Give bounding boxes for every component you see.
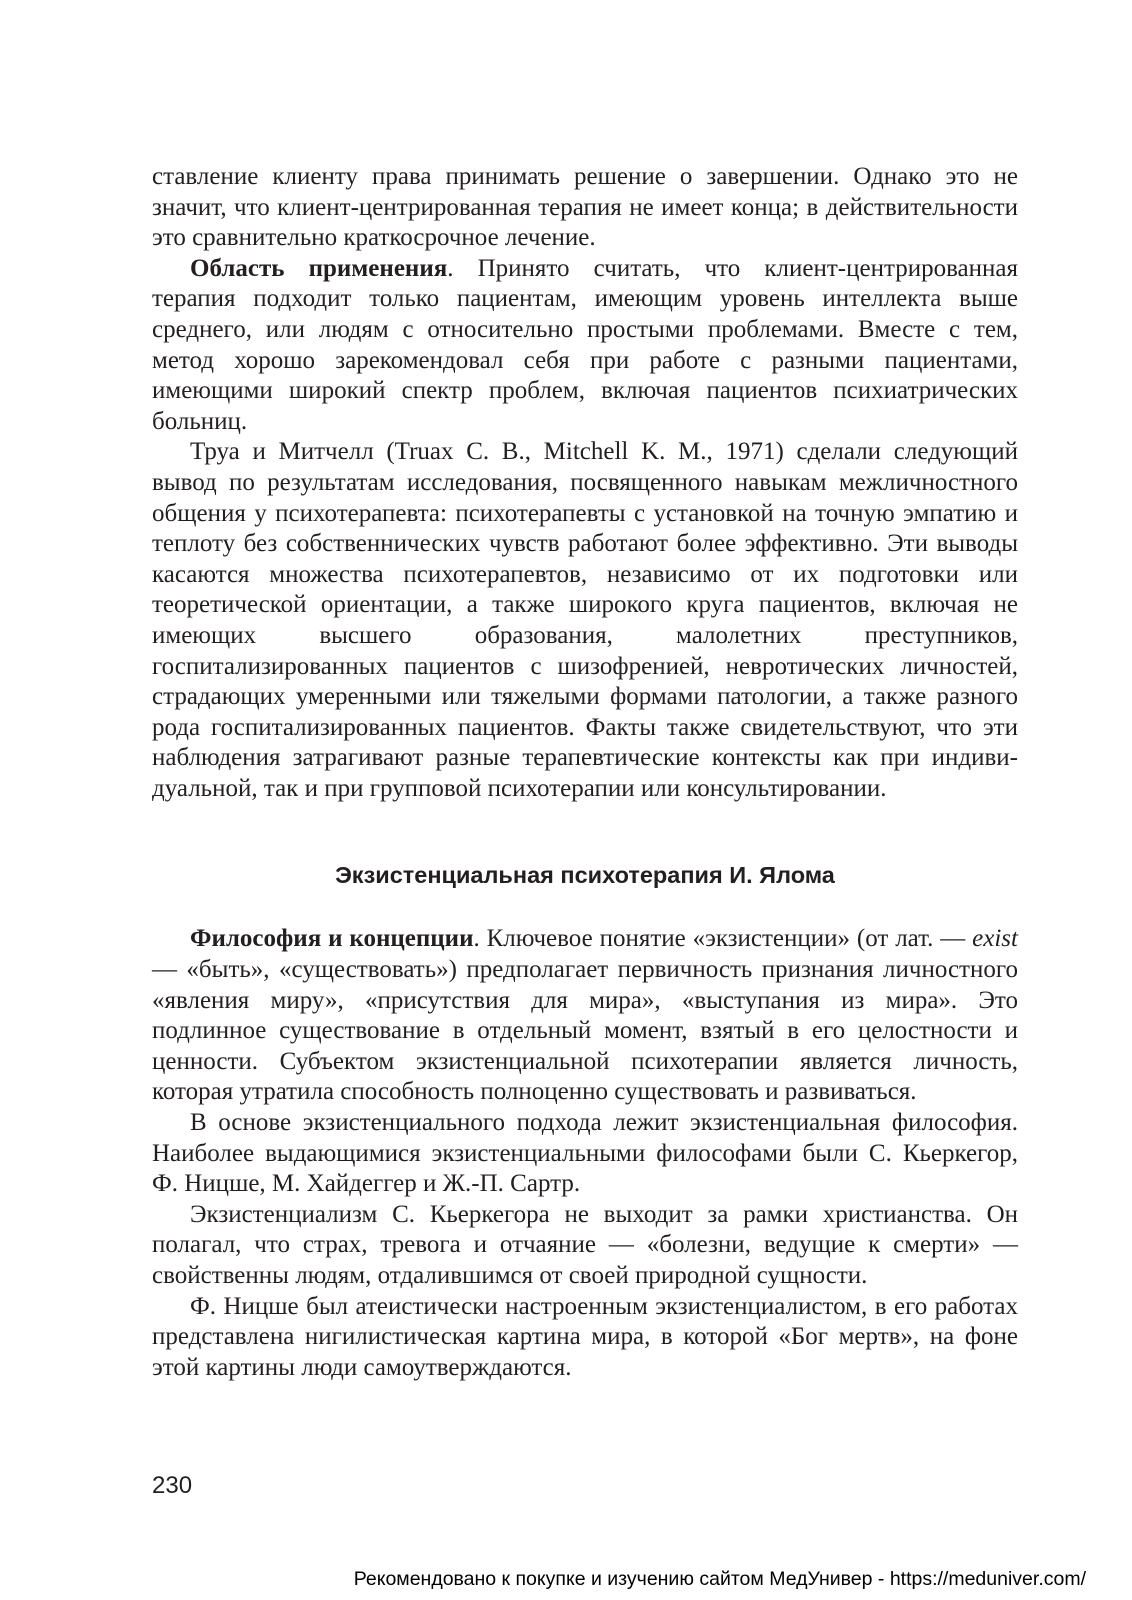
paragraph-philosophy-text-2: — «быть», «существовать») предполагает первичность признания личностного «явления миру», «присутствия для мира», «выступания из мира». Это подлинное существование в отдельный момент, взятый в его целостности и ценности. Субъектом экзистенциальной психотерапии является личность, которая утратила способность полноценно существовать и развиваться. [152, 956, 1018, 1106]
paragraph-scope-text: . Принято считать, что клиент-центрированная терапия подходит только пациентам, имеющим уровень интеллекта выше среднего, или людям с относительно простыми проблемами. Вместе с тем, метод хорошо зарекомендовал себя при работе с разными пациентами, имеющими широкий спектр проблем, включая пациентов психиатрических больниц. [152, 254, 1018, 435]
paragraph-lead-philosophy: Философия и концепции [190, 925, 474, 953]
paragraph-scope [152, 254, 1018, 438]
latin-term: exist [972, 925, 1018, 953]
section-heading: Экзистенциальная психотерапия И. Ялома [335, 862, 835, 889]
paragraph-termination: ставление клиенту права принимать решение о завершении. Однако это не значит, что клиент-центрированная терапия не имеет конца; в действительности это сравнительно краткосрочное лечение. [152, 163, 1018, 252]
paragraph-lead-scope: Область применения [190, 254, 448, 282]
page-number: 230 [152, 1472, 193, 1499]
paragraph-existential-basis: В основе экзистенциального подхода лежит экзистенциальная философия. Наиболее выдающимися экзистенциальными философами были С. Кьеркегор, Ф. Ницше, М. Хайдеггер и Ж.-П. Сартр. [152, 1109, 1018, 1198]
paragraph-truax-mitchell: Труа и Митчелл (Truax C. B., Mitchell K. M., 1971) сделали следующий вывод по результатам исследования, посвященного навыкам межличностного общения у психотерапевта: психотерапевты с установкой на точную эмпатию и теплоту без собственнических чувств работают более эффективно. Эти выводы касаются множества психотерапевтов, независимо от их подготовки или теоретической ориентации, а также широкого круга пациентов, включая не имеющих высшего образования, малолетних преступников, госпитализированных пациентов с шизофренией, невротических личностей, страдающих умеренными или тяжелыми формами патологии, а также разного рода госпитализированных пациентов. Факты также свидетельствуют, что эти наблюдения затрагивают разные терапевтические контексты как при индивидуальной, так и при групповой психотерапии или консультировании. [152, 438, 1018, 802]
paragraph-nietzsche: Ф. Ницше был атеистически настроенным экзистенциалистом, в его работах представлена нигилистическая картина мира, в которой «Бог мертв», на фоне этой картины люди самоутверждаются. [152, 1292, 1018, 1381]
page-body [152, 162, 1018, 1383]
paragraph-philosophy [152, 924, 1018, 1108]
paragraph-kierkegaard: Экзистенциализм С. Кьеркегора не выходит за рамки христианства. Он полагал, что страх, тревога и отчаяние — «болезни, ведущие к смерти» — свойственны людям, отдалившимся от своей природной сущности. [152, 1200, 1018, 1289]
paragraph-philosophy-text-1: . Ключевое понятие «экзистенции» (от лат. — [473, 925, 973, 953]
footer-recommendation: Рекомендовано к покупке и изучению сайтом МедУнивер - https://meduniver.com/ [353, 1568, 1086, 1590]
